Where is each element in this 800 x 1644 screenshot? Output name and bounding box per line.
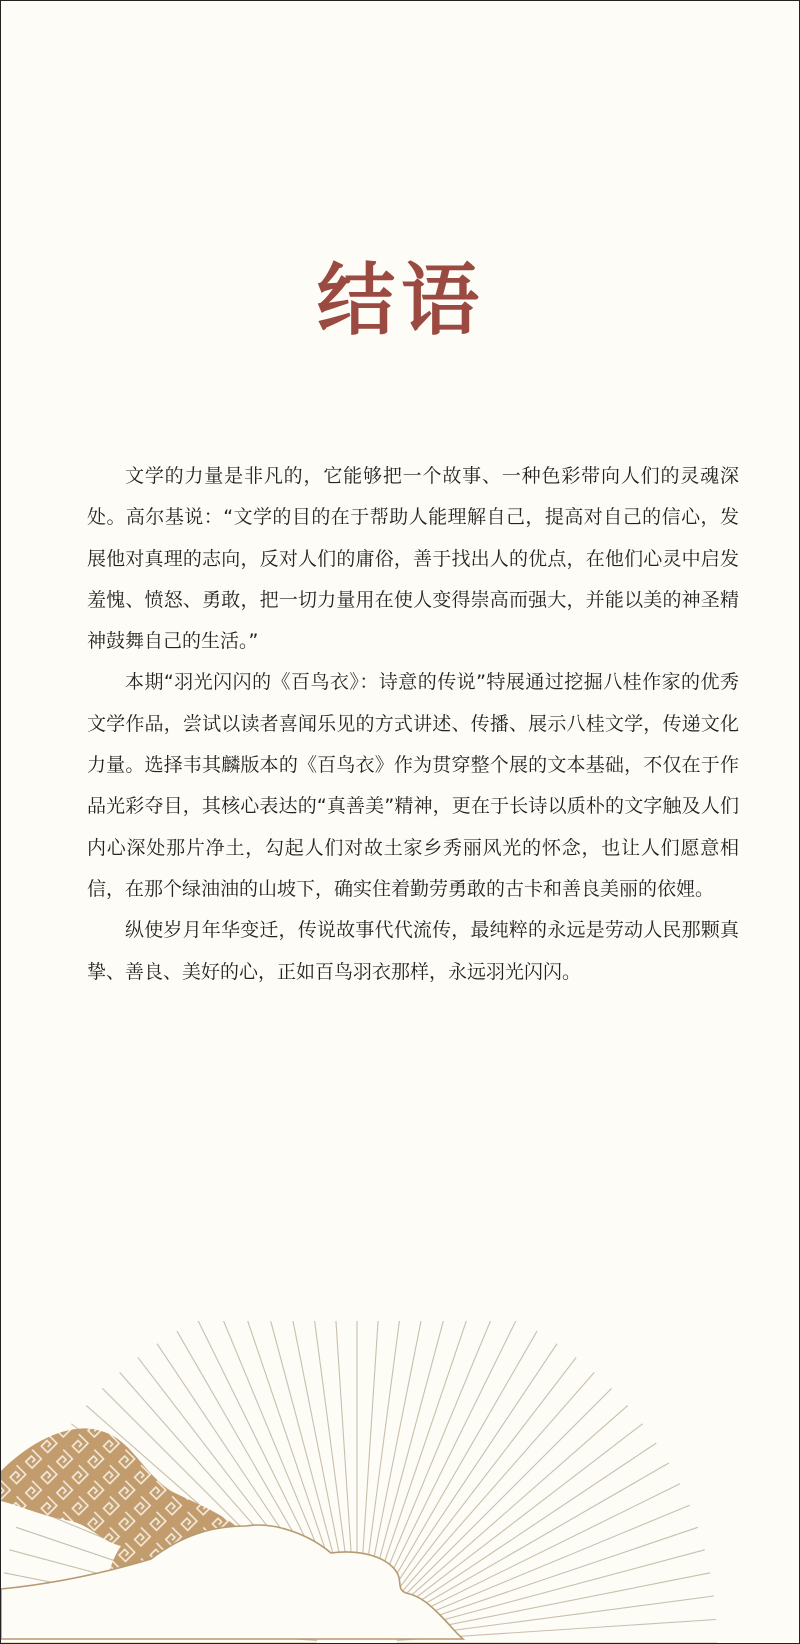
paragraph-1: 文学的力量是非凡的，它能够把一个故事、一种色彩带向人们的灵魂深处。高尔基说：“文学的目的在于帮助人能理解自己，提高对自己的信心，发展他对真理的志向，反对人们的庸俗，善于找出人的优点，在他们心灵中启发羞愧、愤怒、勇敢，把一切力量用在使人变得崇高而强大，并能以美的神圣精神鼓舞自己的生活。” — [87, 465, 739, 653]
paragraph-2: 本期“羽光闪闪的《百鸟衣》：诗意的传说”特展通过挖掘八桂作家的优秀文学作品，尝试以读者喜闻乐见的方式讲述、传播、展示八桂文学，传递文化力量。选择韦其麟版本的《百鸟衣》作为贯穿整个展的文本基础，不仅在于作品光彩夺目，其核心表达的“真善美”精神，更在于长诗以质朴的文字触及人们内心深处那片净土，勾起人们对故土家乡秀丽风光的怀念，也让人们愿意相信，在那个绿油油的山坡下，确实住着勤劳勇敢的古卡和善良美丽的依娌。 — [87, 671, 739, 900]
sun-ray — [390, 1443, 656, 1621]
page-title: 结语 — [316, 255, 485, 346]
sun-ray — [379, 1344, 557, 1610]
sun-ray — [383, 1372, 594, 1613]
sun-ray — [394, 1505, 690, 1628]
paragraph-3: 纵使岁月年华变迁，传说故事代代流传，最纯粹的永远是劳动人民那颗真挚、善良、美好的心，正如百鸟羽衣那样，永远羽光闪闪。 — [87, 919, 739, 983]
decorative-illustration — [1, 1321, 799, 1643]
sun-ray — [387, 1406, 628, 1617]
sun-ray — [385, 1388, 611, 1614]
cloud-icon — [1, 1525, 463, 1639]
body-text — [87, 456, 739, 993]
